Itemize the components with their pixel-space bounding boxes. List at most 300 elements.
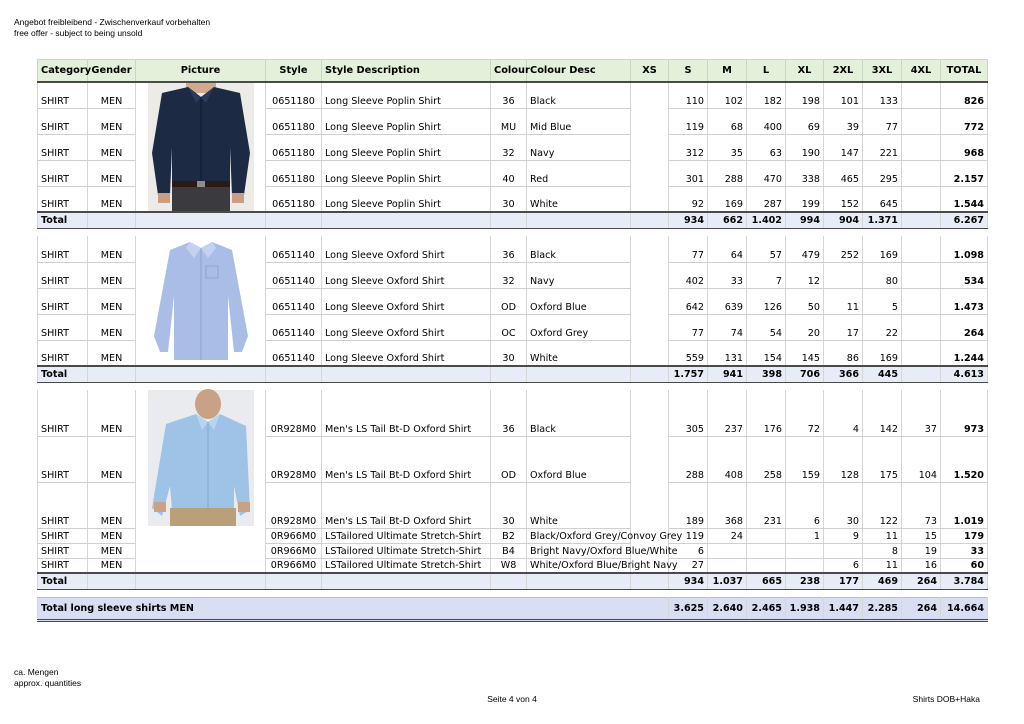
cell-size-m: 237 [708, 390, 747, 436]
empty-cell [491, 573, 527, 590]
cell-category: SHIRT [38, 108, 88, 134]
column-header: Style Description [322, 60, 491, 83]
cell-size-s: 288 [669, 436, 708, 482]
empty-cell [491, 366, 527, 383]
cell-colour: 40 [491, 160, 527, 186]
cell-gender: MEN [88, 528, 136, 543]
cell-size-l: 63 [747, 134, 786, 160]
cell-size-l: 7 [747, 262, 786, 288]
subtotal-xxxxl: 264 [902, 573, 941, 590]
subtotal-xxl: 904 [824, 212, 863, 229]
cell-size-m: 64 [708, 236, 747, 262]
cell-size-xxxl: 8 [863, 543, 902, 558]
cell-colour-desc: Oxford Blue [527, 436, 631, 482]
cell-size-xxl [824, 262, 863, 288]
cell-size-xxxxl: 73 [902, 482, 941, 528]
cell-size-xxxxl: 104 [902, 436, 941, 482]
cell-total: 534 [941, 262, 988, 288]
cell-total: 968 [941, 134, 988, 160]
cell-total: 179 [941, 528, 988, 543]
cell-gender: MEN [88, 314, 136, 340]
cell-style: 0651180 [266, 160, 322, 186]
cell-style: 0651180 [266, 186, 322, 212]
cell-size-l [747, 558, 786, 573]
cell-colour-desc: Black [527, 390, 631, 436]
cell-picture [136, 390, 266, 528]
cell-size-xs [631, 288, 669, 314]
subtotal-s: 1.757 [669, 366, 708, 383]
cell-size-xs [631, 482, 669, 528]
cell-gender: MEN [88, 390, 136, 436]
cell-colour-desc: Navy [527, 134, 631, 160]
cell-size-xxxl: 221 [863, 134, 902, 160]
cell-size-s: 402 [669, 262, 708, 288]
empty-cell [491, 212, 527, 229]
cell-size-s: 119 [669, 528, 708, 543]
cell-size-m: 68 [708, 108, 747, 134]
cell-style: 0R928M0 [266, 482, 322, 528]
spacer-cell [38, 229, 988, 237]
cell-gender: MEN [88, 108, 136, 134]
cell-size-xl: 199 [786, 186, 824, 212]
subtotal-s: 934 [669, 573, 708, 590]
cell-size-l: 54 [747, 314, 786, 340]
cell-gender: MEN [88, 134, 136, 160]
cell-style-description: Men's LS Tail Bt-D Oxford Shirt [322, 390, 491, 436]
cell-style: 0651140 [266, 236, 322, 262]
cell-category: SHIRT [38, 262, 88, 288]
cell-size-xxxl: 5 [863, 288, 902, 314]
cell-size-s: 119 [669, 108, 708, 134]
cell-colour: OD [491, 436, 527, 482]
quantity-note-de: ca. Mengen [14, 667, 59, 677]
cell-style: 0651140 [266, 314, 322, 340]
cell-size-xxl: 152 [824, 186, 863, 212]
cell-style: 0R966M0 [266, 543, 322, 558]
subtotal-l: 1.402 [747, 212, 786, 229]
cell-colour-desc: White [527, 482, 631, 528]
cell-size-s: 6 [669, 543, 708, 558]
column-header: 4XL [902, 60, 941, 83]
cell-style-description: Long Sleeve Poplin Shirt [322, 186, 491, 212]
cell-size-xl: 479 [786, 236, 824, 262]
empty-cell [88, 212, 136, 229]
cell-size-xl: 6 [786, 482, 824, 528]
empty-cell [631, 366, 669, 383]
cell-colour: 30 [491, 186, 527, 212]
cell-size-xl: 198 [786, 82, 824, 108]
cell-size-xxxxl [902, 186, 941, 212]
cell-category: SHIRT [38, 288, 88, 314]
subtotal-total: 4.613 [941, 366, 988, 383]
cell-total: 1.019 [941, 482, 988, 528]
cell-size-xxxxl [902, 288, 941, 314]
spacer-cell [38, 383, 988, 391]
cell-colour-desc: White/Oxford Blue/Bright Navy [527, 558, 631, 573]
subtotal-label: Total [38, 212, 88, 229]
cell-size-xxxl: 11 [863, 558, 902, 573]
cell-style: 0651140 [266, 288, 322, 314]
cell-total: 33 [941, 543, 988, 558]
empty-cell [527, 573, 631, 590]
cell-style: 0651140 [266, 262, 322, 288]
cell-category: SHIRT [38, 236, 88, 262]
cell-size-xxxl: 142 [863, 390, 902, 436]
offer-disclaimer-de: Angebot freibleibend - Zwischenverkauf vorbehalten [14, 17, 211, 27]
cell-total: 1.244 [941, 340, 988, 366]
cell-category: SHIRT [38, 134, 88, 160]
empty-cell [527, 212, 631, 229]
subtotal-xl: 994 [786, 212, 824, 229]
cell-size-xxxxl: 15 [902, 528, 941, 543]
cell-size-xxl [824, 543, 863, 558]
cell-size-xxxl: 22 [863, 314, 902, 340]
cell-size-m: 408 [708, 436, 747, 482]
cell-size-xxxxl [902, 340, 941, 366]
column-header: S [669, 60, 708, 83]
subtotal-xxxl: 445 [863, 366, 902, 383]
cell-total: 60 [941, 558, 988, 573]
cell-category: SHIRT [38, 160, 88, 186]
subtotal-row [38, 573, 988, 590]
cell-gender: MEN [88, 186, 136, 212]
cell-total: 1.473 [941, 288, 988, 314]
grand-total-xl: 1.938 [786, 598, 824, 621]
cell-size-s: 301 [669, 160, 708, 186]
cell-size-xxxxl [902, 160, 941, 186]
subtotal-xxxxl [902, 366, 941, 383]
cell-size-l: 470 [747, 160, 786, 186]
cell-gender: MEN [88, 262, 136, 288]
grand-total-m: 2.640 [708, 598, 747, 621]
cell-size-xl: 159 [786, 436, 824, 482]
grand-total-xxxl: 2.285 [863, 598, 902, 621]
cell-style: 0651180 [266, 134, 322, 160]
cell-gender: MEN [88, 236, 136, 262]
subtotal-label: Total [38, 573, 88, 590]
column-header: Category [38, 60, 88, 83]
cell-size-l: 231 [747, 482, 786, 528]
grand-total-l: 2.465 [747, 598, 786, 621]
cell-style-description: LSTailored Ultimate Stretch-Shirt [322, 558, 491, 573]
cell-category: SHIRT [38, 186, 88, 212]
cell-size-xs [631, 186, 669, 212]
empty-cell [88, 573, 136, 590]
cell-total: 1.544 [941, 186, 988, 212]
cell-style: 0651140 [266, 340, 322, 366]
cell-style: 0R928M0 [266, 436, 322, 482]
cell-colour: 32 [491, 262, 527, 288]
cell-category: SHIRT [38, 340, 88, 366]
cell-colour: W8 [491, 558, 527, 573]
cell-size-xl: 145 [786, 340, 824, 366]
empty-cell [88, 366, 136, 383]
cell-size-xxxxl: 16 [902, 558, 941, 573]
column-header: Colour [491, 60, 527, 83]
cell-size-m: 169 [708, 186, 747, 212]
column-header: Colour Desc [527, 60, 631, 83]
cell-style-description: Long Sleeve Oxford Shirt [322, 262, 491, 288]
cell-size-xxxxl [902, 314, 941, 340]
column-header: 2XL [824, 60, 863, 83]
cell-size-xs [631, 340, 669, 366]
empty-cell [322, 366, 491, 383]
cell-total: 826 [941, 82, 988, 108]
cell-size-xs [631, 314, 669, 340]
cell-colour-desc: Black/Oxford Grey/Convoy Grey [527, 528, 631, 543]
cell-colour: B2 [491, 528, 527, 543]
cell-colour-desc: Bright Navy/Oxford Blue/White [527, 543, 631, 558]
cell-size-m: 24 [708, 528, 747, 543]
table-row [38, 528, 988, 543]
subtotal-xl: 706 [786, 366, 824, 383]
cell-size-xs [631, 262, 669, 288]
cell-size-xs [631, 134, 669, 160]
empty-cell [136, 212, 266, 229]
cell-size-xxl: 4 [824, 390, 863, 436]
cell-style: 0R966M0 [266, 558, 322, 573]
cell-size-s: 559 [669, 340, 708, 366]
cell-size-l [747, 543, 786, 558]
column-header: Style [266, 60, 322, 83]
cell-colour-desc: Black [527, 82, 631, 108]
cell-size-xxl: 101 [824, 82, 863, 108]
cell-total: 264 [941, 314, 988, 340]
subtotal-xxl: 177 [824, 573, 863, 590]
cell-gender: MEN [88, 160, 136, 186]
cell-size-xl: 12 [786, 262, 824, 288]
grand-total-xxl: 1.447 [824, 598, 863, 621]
cell-style: 0651180 [266, 82, 322, 108]
cell-colour-desc: Red [527, 160, 631, 186]
subtotal-s: 934 [669, 212, 708, 229]
cell-colour: OC [491, 314, 527, 340]
cell-size-xxl: 465 [824, 160, 863, 186]
cell-total: 1.520 [941, 436, 988, 482]
cell-size-s: 77 [669, 314, 708, 340]
grand-total-s: 3.625 [669, 598, 708, 621]
cell-style-description: Long Sleeve Poplin Shirt [322, 160, 491, 186]
offer-disclaimer-en: free offer - subject to being unsold [14, 28, 143, 38]
cell-style-description: Long Sleeve Poplin Shirt [322, 82, 491, 108]
quantity-note [14, 667, 81, 689]
subtotal-xl: 238 [786, 573, 824, 590]
cell-category: SHIRT [38, 390, 88, 436]
cell-size-xs [631, 390, 669, 436]
cell-size-s: 305 [669, 390, 708, 436]
cell-style-description: Men's LS Tail Bt-D Oxford Shirt [322, 436, 491, 482]
cell-gender: MEN [88, 82, 136, 108]
subtotal-xxl: 366 [824, 366, 863, 383]
empty-cell [322, 573, 491, 590]
cell-size-m: 639 [708, 288, 747, 314]
subtotal-xxxl: 469 [863, 573, 902, 590]
cell-size-xxxl: 295 [863, 160, 902, 186]
cell-size-l: 258 [747, 436, 786, 482]
cell-size-xxl: 17 [824, 314, 863, 340]
spacer-cell [38, 590, 988, 598]
cell-size-xxl: 39 [824, 108, 863, 134]
cell-size-xs [631, 236, 669, 262]
cell-size-xxxl: 169 [863, 236, 902, 262]
group-spacer [38, 590, 988, 598]
cell-total: 2.157 [941, 160, 988, 186]
cell-size-xxxl: 133 [863, 82, 902, 108]
cell-size-xxl: 9 [824, 528, 863, 543]
cell-style-description: Long Sleeve Oxford Shirt [322, 288, 491, 314]
cell-size-m: 288 [708, 160, 747, 186]
cell-size-m: 33 [708, 262, 747, 288]
cell-colour: 36 [491, 390, 527, 436]
subtotal-total: 3.784 [941, 573, 988, 590]
cell-style-description: Men's LS Tail Bt-D Oxford Shirt [322, 482, 491, 528]
subtotal-xxxxl [902, 212, 941, 229]
cell-size-xxxxl: 37 [902, 390, 941, 436]
cell-colour: B4 [491, 543, 527, 558]
cell-category: SHIRT [38, 558, 88, 573]
cell-colour-desc: Black [527, 236, 631, 262]
offer-disclaimer [14, 17, 210, 39]
cell-size-m: 35 [708, 134, 747, 160]
light-blue-oxford-shirt-image-icon [136, 236, 265, 360]
subtotal-row [38, 366, 988, 383]
dark-navy-dress-shirt-image-icon [136, 83, 265, 211]
cell-size-l: 154 [747, 340, 786, 366]
cell-category: SHIRT [38, 314, 88, 340]
empty-cell [527, 366, 631, 383]
cell-size-m [708, 558, 747, 573]
subtotal-m: 662 [708, 212, 747, 229]
cell-size-xs [631, 436, 669, 482]
cell-size-l: 400 [747, 108, 786, 134]
cell-gender: MEN [88, 436, 136, 482]
cell-category: SHIRT [38, 543, 88, 558]
subtotal-m: 941 [708, 366, 747, 383]
empty-cell [631, 573, 669, 590]
column-header: XL [786, 60, 824, 83]
cell-size-l [747, 528, 786, 543]
cell-size-xxxxl [902, 134, 941, 160]
cell-size-s: 77 [669, 236, 708, 262]
cell-size-l: 287 [747, 186, 786, 212]
cell-colour: 36 [491, 236, 527, 262]
grand-total-xxxxl: 264 [902, 598, 941, 621]
cell-gender: MEN [88, 558, 136, 573]
cell-size-l: 176 [747, 390, 786, 436]
grand-total-label: Total long sleeve shirts MEN [38, 598, 669, 621]
cell-style-description: LSTailored Ultimate Stretch-Shirt [322, 528, 491, 543]
cell-size-xxxl: 645 [863, 186, 902, 212]
cell-gender: MEN [88, 543, 136, 558]
cell-style-description: Long Sleeve Oxford Shirt [322, 236, 491, 262]
cell-size-s: 27 [669, 558, 708, 573]
cell-style-description: Long Sleeve Oxford Shirt [322, 314, 491, 340]
column-header: L [747, 60, 786, 83]
subtotal-xxxl: 1.371 [863, 212, 902, 229]
cell-size-xxl: 6 [824, 558, 863, 573]
group-spacer [38, 229, 988, 237]
grand-total-total: 14.664 [941, 598, 988, 621]
cell-category: SHIRT [38, 436, 88, 482]
cell-size-xl [786, 543, 824, 558]
cell-size-xxxl: 77 [863, 108, 902, 134]
cell-style-description: LSTailored Ultimate Stretch-Shirt [322, 543, 491, 558]
cell-gender: MEN [88, 340, 136, 366]
group-spacer [38, 383, 988, 391]
cell-size-m: 74 [708, 314, 747, 340]
cell-colour: OD [491, 288, 527, 314]
man-in-light-blue-shirt-image-icon [136, 390, 265, 526]
subtotal-total: 6.267 [941, 212, 988, 229]
cell-size-xxl: 252 [824, 236, 863, 262]
table-row [38, 82, 988, 108]
quantity-note-en: approx. quantities [14, 678, 82, 688]
cell-size-xl [786, 558, 824, 573]
subtotal-label: Total [38, 366, 88, 383]
cell-colour-desc: Mid Blue [527, 108, 631, 134]
cell-size-xxxxl: 19 [902, 543, 941, 558]
cell-style: 0R928M0 [266, 390, 322, 436]
cell-size-m: 368 [708, 482, 747, 528]
cell-style: 0651180 [266, 108, 322, 134]
table-row [38, 390, 988, 436]
cell-picture [136, 528, 266, 573]
cell-colour-desc: White [527, 186, 631, 212]
cell-size-xl: 72 [786, 390, 824, 436]
subtotal-m: 1.037 [708, 573, 747, 590]
cell-size-xl: 50 [786, 288, 824, 314]
subtotal-l: 665 [747, 573, 786, 590]
subtotal-l: 398 [747, 366, 786, 383]
column-header: XS [631, 60, 669, 83]
cell-size-xxxxl [902, 236, 941, 262]
grand-total-row [38, 598, 988, 621]
cell-style-description: Long Sleeve Oxford Shirt [322, 340, 491, 366]
cell-colour-desc: Oxford Blue [527, 288, 631, 314]
empty-cell [266, 573, 322, 590]
cell-category: SHIRT [38, 482, 88, 528]
cell-size-l: 57 [747, 236, 786, 262]
cell-colour: 32 [491, 134, 527, 160]
column-header: 3XL [863, 60, 902, 83]
cell-size-xl: 338 [786, 160, 824, 186]
table-header [38, 60, 988, 83]
cell-size-xxxl: 169 [863, 340, 902, 366]
cell-size-xl: 69 [786, 108, 824, 134]
cell-size-xxl: 30 [824, 482, 863, 528]
cell-size-xl: 1 [786, 528, 824, 543]
empty-cell [631, 212, 669, 229]
cell-size-xxl: 147 [824, 134, 863, 160]
empty-cell [136, 573, 266, 590]
cell-colour-desc: White [527, 340, 631, 366]
cell-total: 1.098 [941, 236, 988, 262]
cell-size-l: 126 [747, 288, 786, 314]
cell-size-xs [631, 160, 669, 186]
column-header: Gender [88, 60, 136, 83]
cell-colour: 36 [491, 82, 527, 108]
cell-size-s: 189 [669, 482, 708, 528]
cell-size-xxxxl [902, 108, 941, 134]
empty-cell [266, 212, 322, 229]
cell-colour: 30 [491, 482, 527, 528]
cell-size-xxl: 11 [824, 288, 863, 314]
table-row [38, 236, 988, 262]
cell-size-xxxl: 122 [863, 482, 902, 528]
cell-size-xxxl: 11 [863, 528, 902, 543]
sheet-name: Shirts DOB+Haka [912, 694, 980, 704]
cell-style: 0R966M0 [266, 528, 322, 543]
